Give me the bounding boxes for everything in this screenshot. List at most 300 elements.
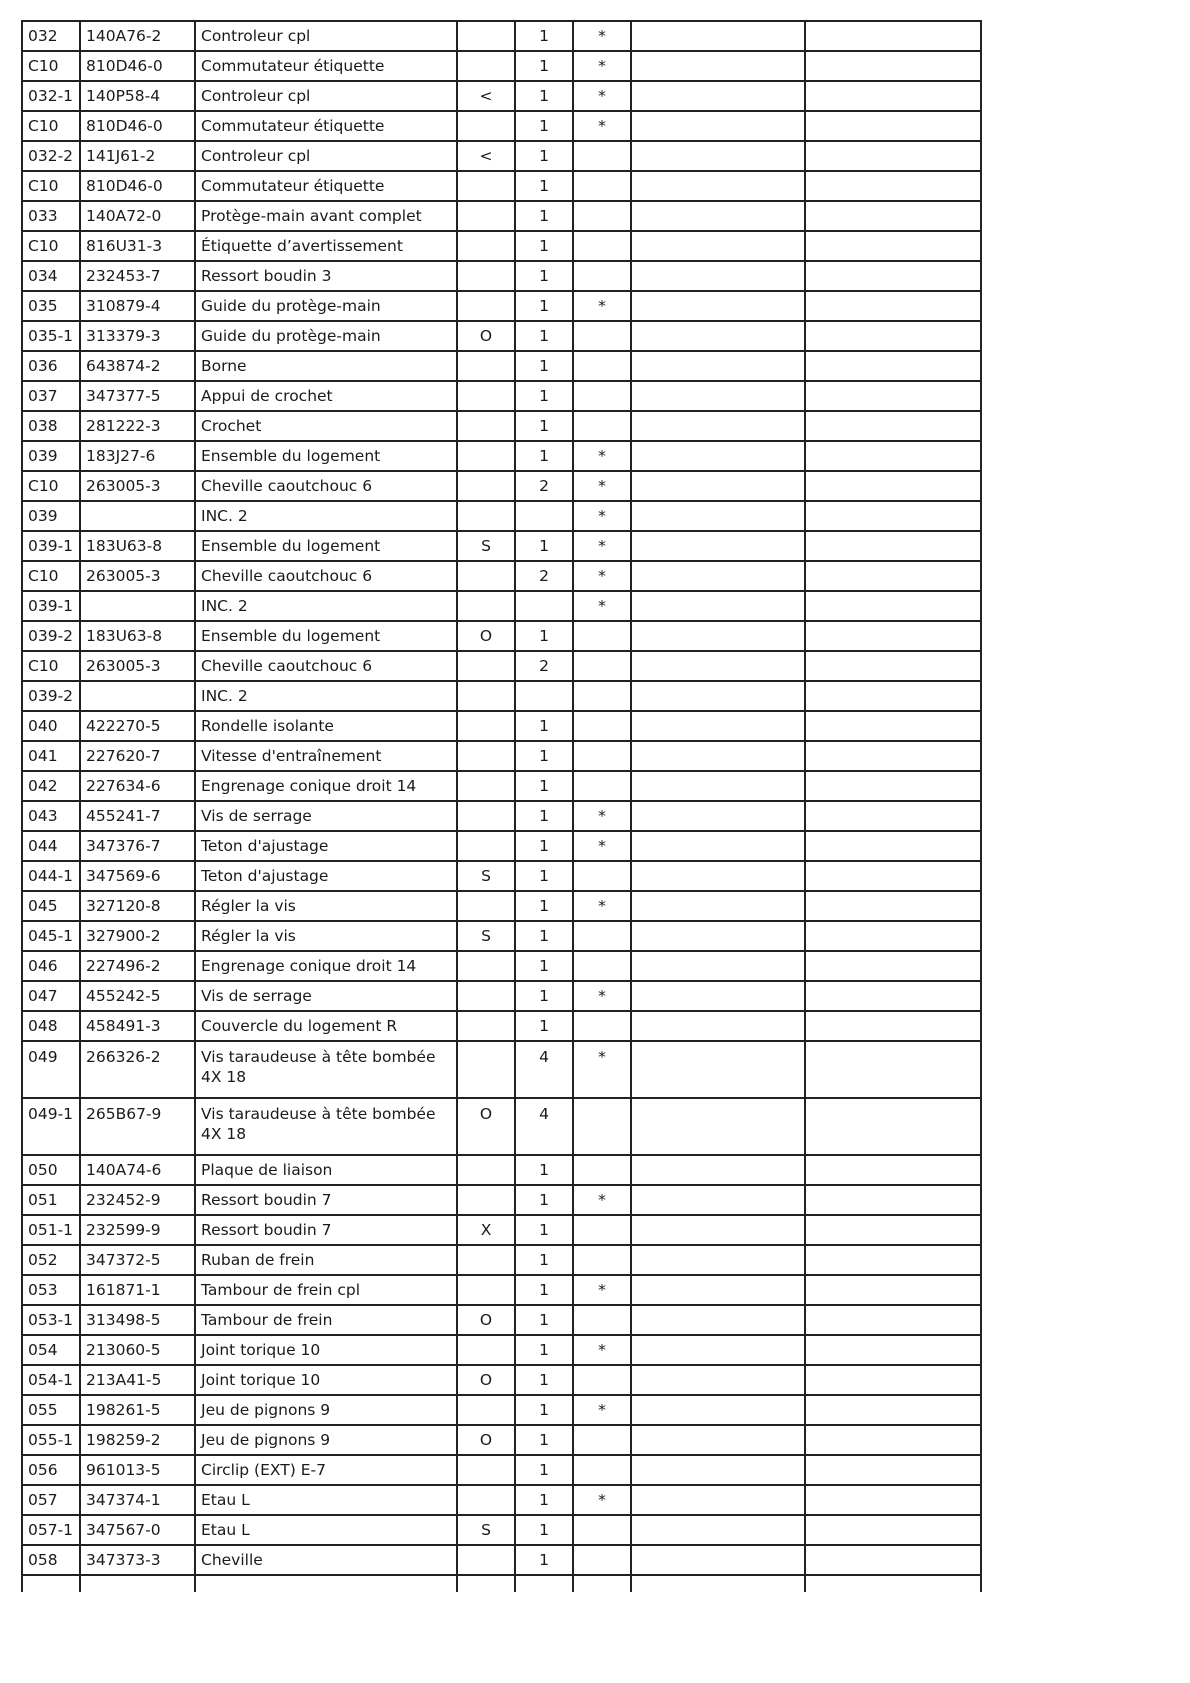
item-number-cell: C10: [22, 231, 80, 261]
part-number-cell: 810D46-0: [80, 111, 195, 141]
table-row: [22, 1275, 981, 1305]
note-cell: [457, 561, 515, 591]
mark-cell: [573, 681, 631, 711]
quantity-cell: 1: [515, 1011, 573, 1041]
part-number-cell: 183U63-8: [80, 621, 195, 651]
mark-cell: *: [573, 471, 631, 501]
table-row: [22, 111, 981, 141]
mark-cell: [573, 921, 631, 951]
description-cell: Controleur cpl: [195, 141, 457, 171]
mark-cell: *: [573, 801, 631, 831]
part-number-cell: 227620-7: [80, 741, 195, 771]
part-number-cell: 347374-1: [80, 1485, 195, 1515]
part-number-cell: 961013-5: [80, 1455, 195, 1485]
blank-cell: [805, 1395, 981, 1425]
blank-cell: [457, 1575, 515, 1592]
table-row: [22, 1305, 981, 1335]
blank-cell: [631, 1185, 805, 1215]
blank-cell: [805, 1575, 981, 1592]
blank-cell: [805, 591, 981, 621]
description-cell: Ressort boudin 7: [195, 1185, 457, 1215]
blank-cell: [805, 801, 981, 831]
quantity-cell: 1: [515, 741, 573, 771]
mark-cell: *: [573, 51, 631, 81]
quantity-cell: 1: [515, 831, 573, 861]
mark-cell: *: [573, 501, 631, 531]
blank-cell: [631, 441, 805, 471]
quantity-cell: 1: [515, 1425, 573, 1455]
item-number-cell: 039-2: [22, 621, 80, 651]
item-number-cell: 048: [22, 1011, 80, 1041]
table-row: [22, 501, 981, 531]
note-cell: [457, 471, 515, 501]
table-row: [22, 651, 981, 681]
item-number-cell: 033: [22, 201, 80, 231]
quantity-cell: 1: [515, 1155, 573, 1185]
item-number-cell: C10: [22, 471, 80, 501]
part-number-cell: 347567-0: [80, 1515, 195, 1545]
blank-cell: [631, 741, 805, 771]
blank-cell: [631, 1098, 805, 1155]
note-cell: [457, 651, 515, 681]
note-cell: [457, 1485, 515, 1515]
item-number-cell: 054: [22, 1335, 80, 1365]
blank-cell: [631, 921, 805, 951]
table-row: [22, 1515, 981, 1545]
blank-cell: [805, 741, 981, 771]
blank-cell: [631, 1335, 805, 1365]
table-row: [22, 441, 981, 471]
blank-cell: [805, 21, 981, 51]
blank-cell: [805, 1335, 981, 1365]
table-row: [22, 711, 981, 741]
note-cell: [457, 1545, 515, 1575]
part-number-cell: 232453-7: [80, 261, 195, 291]
description-cell: Ressort boudin 7: [195, 1215, 457, 1245]
blank-cell: [631, 1365, 805, 1395]
item-number-cell: 058: [22, 1545, 80, 1575]
table-row: [22, 1365, 981, 1395]
item-number-cell: 057-1: [22, 1515, 80, 1545]
description-cell: INC. 2: [195, 501, 457, 531]
item-number-cell: 042: [22, 771, 80, 801]
blank-cell: [631, 1011, 805, 1041]
item-number-cell: 036: [22, 351, 80, 381]
note-cell: S: [457, 1515, 515, 1545]
part-number-cell: 816U31-3: [80, 231, 195, 261]
mark-cell: [573, 141, 631, 171]
quantity-cell: 1: [515, 381, 573, 411]
blank-cell: [805, 351, 981, 381]
item-number-cell: 039: [22, 441, 80, 471]
quantity-cell: 1: [515, 111, 573, 141]
quantity-cell: 1: [515, 231, 573, 261]
blank-cell: [805, 141, 981, 171]
description-cell: Régler la vis: [195, 921, 457, 951]
table-row: [22, 771, 981, 801]
item-number-cell: 039: [22, 501, 80, 531]
description-cell: Vis taraudeuse à tête bombée 4X 18: [195, 1041, 457, 1098]
description-cell: Controleur cpl: [195, 81, 457, 111]
quantity-cell: 1: [515, 261, 573, 291]
description-cell: Guide du protège-main: [195, 291, 457, 321]
note-cell: [457, 1041, 515, 1098]
quantity-cell: 1: [515, 1185, 573, 1215]
table-row: [22, 1455, 981, 1485]
description-cell: Ressort boudin 3: [195, 261, 457, 291]
description-cell: Ensemble du logement: [195, 531, 457, 561]
part-number-cell: 263005-3: [80, 651, 195, 681]
item-number-cell: 043: [22, 801, 80, 831]
item-number-cell: 053-1: [22, 1305, 80, 1335]
part-number-cell: 263005-3: [80, 471, 195, 501]
description-cell: Commutateur étiquette: [195, 171, 457, 201]
quantity-cell: 2: [515, 561, 573, 591]
description-cell: INC. 2: [195, 591, 457, 621]
description-cell: Etau L: [195, 1515, 457, 1545]
table-row: [22, 1395, 981, 1425]
mark-cell: *: [573, 441, 631, 471]
item-number-cell: 034: [22, 261, 80, 291]
part-number-cell: 347373-3: [80, 1545, 195, 1575]
quantity-cell: 1: [515, 441, 573, 471]
quantity-cell: 1: [515, 171, 573, 201]
quantity-cell: 1: [515, 81, 573, 111]
table-row: [22, 321, 981, 351]
mark-cell: [573, 741, 631, 771]
table-row: [22, 741, 981, 771]
description-cell: Régler la vis: [195, 891, 457, 921]
description-cell: Ensemble du logement: [195, 621, 457, 651]
item-number-cell: 032: [22, 21, 80, 51]
note-cell: [457, 21, 515, 51]
parts-table: [21, 20, 982, 1592]
quantity-cell: 4: [515, 1098, 573, 1155]
description-cell: Teton d'ajustage: [195, 831, 457, 861]
part-number-cell: 232452-9: [80, 1185, 195, 1215]
quantity-cell: 1: [515, 951, 573, 981]
description-cell: Joint torique 10: [195, 1365, 457, 1395]
blank-cell: [631, 1155, 805, 1185]
blank-cell: [631, 141, 805, 171]
mark-cell: [573, 621, 631, 651]
blank-cell: [805, 1455, 981, 1485]
note-cell: [457, 201, 515, 231]
quantity-cell: 1: [515, 801, 573, 831]
mark-cell: [573, 1098, 631, 1155]
note-cell: O: [457, 1305, 515, 1335]
quantity-cell: 1: [515, 1455, 573, 1485]
item-number-cell: 049: [22, 1041, 80, 1098]
note-cell: [457, 291, 515, 321]
table-row: [22, 621, 981, 651]
item-number-cell: 039-1: [22, 591, 80, 621]
item-number-cell: 053: [22, 1275, 80, 1305]
blank-cell: [805, 81, 981, 111]
note-cell: O: [457, 321, 515, 351]
item-number-cell: C10: [22, 651, 80, 681]
table-row: [22, 1425, 981, 1455]
blank-cell: [631, 261, 805, 291]
mark-cell: *: [573, 831, 631, 861]
part-number-cell: 347372-5: [80, 1245, 195, 1275]
blank-cell: [805, 1185, 981, 1215]
mark-cell: *: [573, 561, 631, 591]
description-cell: Ensemble du logement: [195, 441, 457, 471]
quantity-cell: 1: [515, 981, 573, 1011]
note-cell: O: [457, 1098, 515, 1155]
note-cell: [457, 1011, 515, 1041]
table-row: [22, 141, 981, 171]
mark-cell: [573, 1011, 631, 1041]
part-number-cell: 313379-3: [80, 321, 195, 351]
blank-cell: [631, 831, 805, 861]
mark-cell: [573, 231, 631, 261]
part-number-cell: 213A41-5: [80, 1365, 195, 1395]
description-cell: Teton d'ajustage: [195, 861, 457, 891]
note-cell: [457, 171, 515, 201]
quantity-cell: 1: [515, 621, 573, 651]
note-cell: [457, 381, 515, 411]
description-cell: Engrenage conique droit 14: [195, 771, 457, 801]
mark-cell: [573, 171, 631, 201]
note-cell: [457, 1185, 515, 1215]
mark-cell: [573, 771, 631, 801]
description-cell: Guide du protège-main: [195, 321, 457, 351]
table-row: [22, 531, 981, 561]
item-number-cell: 055-1: [22, 1425, 80, 1455]
blank-cell: [631, 1245, 805, 1275]
quantity-cell: 1: [515, 201, 573, 231]
note-cell: O: [457, 1425, 515, 1455]
table-row: [22, 171, 981, 201]
blank-cell: [631, 381, 805, 411]
part-number-cell: 347376-7: [80, 831, 195, 861]
blank-cell: [631, 201, 805, 231]
blank-cell: [631, 681, 805, 711]
quantity-cell: 1: [515, 921, 573, 951]
table-row: [22, 1335, 981, 1365]
description-cell: Cheville caoutchouc 6: [195, 561, 457, 591]
table-row: [22, 1011, 981, 1041]
blank-cell: [805, 621, 981, 651]
description-cell: Cheville caoutchouc 6: [195, 471, 457, 501]
description-cell: Vis de serrage: [195, 981, 457, 1011]
quantity-cell: 1: [515, 141, 573, 171]
quantity-cell: [515, 591, 573, 621]
table-row: [22, 1041, 981, 1098]
blank-cell: [805, 1155, 981, 1185]
blank-cell: [805, 1275, 981, 1305]
blank-cell: [805, 1305, 981, 1335]
part-number-cell: 455241-7: [80, 801, 195, 831]
description-cell: Cheville: [195, 1545, 457, 1575]
table-row: [22, 1098, 981, 1155]
blank-cell: [631, 1215, 805, 1245]
quantity-cell: 2: [515, 471, 573, 501]
description-cell: Jeu de pignons 9: [195, 1395, 457, 1425]
mark-cell: *: [573, 1335, 631, 1365]
description-cell: Couvercle du logement R: [195, 1011, 457, 1041]
blank-cell: [805, 1485, 981, 1515]
blank-cell: [631, 1545, 805, 1575]
item-number-cell: 046: [22, 951, 80, 981]
part-number-cell: 347377-5: [80, 381, 195, 411]
part-number-cell: 263005-3: [80, 561, 195, 591]
part-number-cell: [80, 501, 195, 531]
blank-cell: [805, 1515, 981, 1545]
mark-cell: [573, 1215, 631, 1245]
table-row: [22, 1245, 981, 1275]
description-cell: Controleur cpl: [195, 21, 457, 51]
mark-cell: [573, 711, 631, 741]
blank-cell: [805, 891, 981, 921]
part-number-cell: 140A76-2: [80, 21, 195, 51]
description-cell: Vitesse d'entraînement: [195, 741, 457, 771]
note-cell: [457, 771, 515, 801]
blank-cell: [631, 531, 805, 561]
blank-cell: [805, 321, 981, 351]
note-cell: [457, 1335, 515, 1365]
description-cell: INC. 2: [195, 681, 457, 711]
part-number-cell: 140A74-6: [80, 1155, 195, 1185]
blank-cell: [631, 411, 805, 441]
description-cell: Borne: [195, 351, 457, 381]
blank-cell: [805, 501, 981, 531]
blank-cell: [631, 231, 805, 261]
mark-cell: *: [573, 981, 631, 1011]
part-number-cell: 140A72-0: [80, 201, 195, 231]
item-number-cell: 050: [22, 1155, 80, 1185]
mark-cell: [573, 1515, 631, 1545]
blank-cell: [631, 651, 805, 681]
blank-cell: [631, 1395, 805, 1425]
mark-cell: [573, 1455, 631, 1485]
item-number-cell: 057: [22, 1485, 80, 1515]
description-cell: Tambour de frein cpl: [195, 1275, 457, 1305]
item-number-cell: C10: [22, 51, 80, 81]
quantity-cell: 1: [515, 861, 573, 891]
table-row: [22, 561, 981, 591]
mark-cell: *: [573, 531, 631, 561]
table-row: [22, 1485, 981, 1515]
mark-cell: [573, 1245, 631, 1275]
blank-cell: [631, 561, 805, 591]
mark-cell: *: [573, 591, 631, 621]
item-number-cell: C10: [22, 171, 80, 201]
item-number-cell: 041: [22, 741, 80, 771]
note-cell: [457, 741, 515, 771]
quantity-cell: 1: [515, 411, 573, 441]
blank-cell: [805, 1365, 981, 1395]
blank-cell: [573, 1575, 631, 1592]
blank-cell: [631, 621, 805, 651]
blank-cell: [80, 1575, 195, 1592]
blank-cell: [631, 1425, 805, 1455]
blank-cell: [515, 1575, 573, 1592]
mark-cell: [573, 351, 631, 381]
quantity-cell: 1: [515, 1245, 573, 1275]
blank-cell: [805, 1425, 981, 1455]
mark-cell: [573, 381, 631, 411]
quantity-cell: 1: [515, 51, 573, 81]
note-cell: [457, 501, 515, 531]
item-number-cell: C10: [22, 111, 80, 141]
note-cell: [457, 801, 515, 831]
item-number-cell: 051-1: [22, 1215, 80, 1245]
item-number-cell: 052: [22, 1245, 80, 1275]
quantity-cell: 1: [515, 891, 573, 921]
blank-cell: [805, 171, 981, 201]
part-number-cell: 183U63-8: [80, 531, 195, 561]
table-row: [22, 981, 981, 1011]
table-row: [22, 891, 981, 921]
mark-cell: [573, 951, 631, 981]
note-cell: <: [457, 141, 515, 171]
table-row: [22, 861, 981, 891]
blank-cell: [631, 861, 805, 891]
part-number-cell: 161871-1: [80, 1275, 195, 1305]
item-number-cell: 051: [22, 1185, 80, 1215]
item-number-cell: 038: [22, 411, 80, 441]
part-number-cell: 266326-2: [80, 1041, 195, 1098]
blank-cell: [805, 231, 981, 261]
mark-cell: *: [573, 891, 631, 921]
blank-cell: [631, 1305, 805, 1335]
blank-cell: [22, 1575, 80, 1592]
note-cell: [457, 981, 515, 1011]
blank-cell: [631, 891, 805, 921]
table-row: [22, 471, 981, 501]
part-number-cell: 198259-2: [80, 1425, 195, 1455]
note-cell: [457, 51, 515, 81]
blank-cell: [805, 201, 981, 231]
part-number-cell: 140P58-4: [80, 81, 195, 111]
note-cell: [457, 591, 515, 621]
blank-cell: [805, 1098, 981, 1155]
table-row: [22, 81, 981, 111]
item-number-cell: 044-1: [22, 861, 80, 891]
quantity-cell: 1: [515, 291, 573, 321]
note-cell: [457, 951, 515, 981]
description-cell: Plaque de liaison: [195, 1155, 457, 1185]
blank-cell: [631, 1575, 805, 1592]
blank-cell: [805, 921, 981, 951]
quantity-cell: 1: [515, 1485, 573, 1515]
blank-cell: [805, 381, 981, 411]
description-cell: Tambour de frein: [195, 1305, 457, 1335]
part-number-cell: 313498-5: [80, 1305, 195, 1335]
description-cell: Étiquette d’avertissement: [195, 231, 457, 261]
part-number-cell: 265B67-9: [80, 1098, 195, 1155]
note-cell: O: [457, 621, 515, 651]
table-row: [22, 411, 981, 441]
blank-cell: [805, 561, 981, 591]
note-cell: [457, 831, 515, 861]
blank-cell: [805, 1545, 981, 1575]
quantity-cell: 1: [515, 771, 573, 801]
part-number-cell: 422270-5: [80, 711, 195, 741]
blank-cell: [805, 771, 981, 801]
description-cell: Jeu de pignons 9: [195, 1425, 457, 1455]
item-number-cell: 049-1: [22, 1098, 80, 1155]
part-number-cell: 347569-6: [80, 861, 195, 891]
blank-cell: [805, 441, 981, 471]
blank-cell: [195, 1575, 457, 1592]
blank-cell: [805, 1215, 981, 1245]
mark-cell: [573, 1425, 631, 1455]
table-row: [22, 1215, 981, 1245]
